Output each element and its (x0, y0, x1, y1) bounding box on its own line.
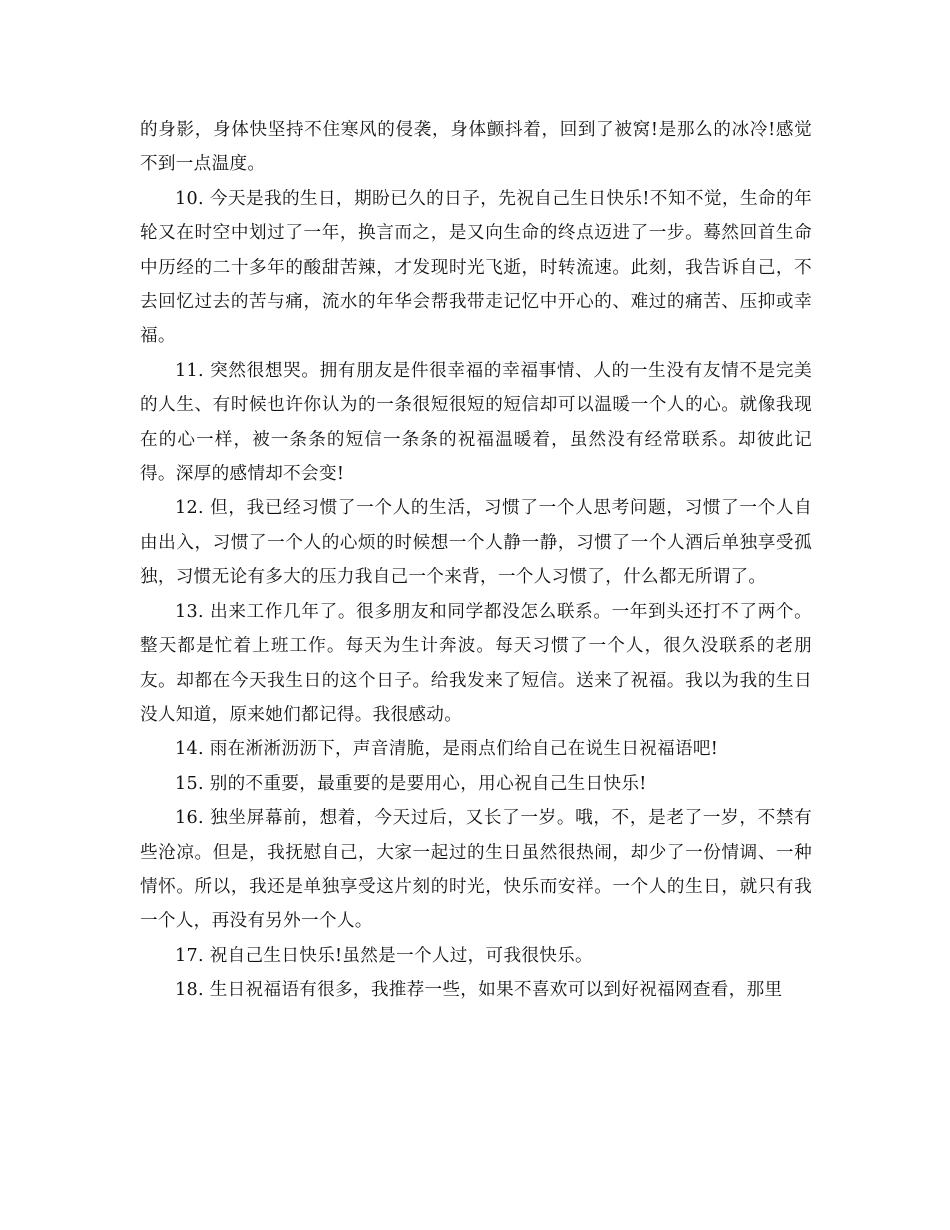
paragraph-item-12: 12. 但，我已经习惯了一个人的生活，习惯了一个人思考问题，习惯了一个人自由出入，习惯了一个人的心烦的时候想一个人静一静，习惯了一个人酒后单独享受孤独，习惯无论有多大的压力我自己一个来背，一个人习惯了，什么都无所谓了。 (140, 498, 812, 588)
paragraph-item-10: 10. 今天是我的生日，期盼已久的日子，先祝自己生日快乐!不知不觉，生命的年轮又在时空中划过了一年，换言而之，是又向生命的终点迈进了一步。蓦然回首生命中历经的二十多年的酸甜苦辣，才发现时光飞逝，时转流速。此刻，我告诉自己，不去回忆过去的苦与痛，流水的年华会帮我带走记忆中开心的、难过的痛苦、压抑或幸福。 (140, 188, 812, 347)
paragraph-item-17: 17. 祝自己生日快乐!虽然是一个人过，可我很快乐。 (175, 945, 593, 966)
paragraph-item-13: 13. 出来工作几年了。很多朋友和同学都没怎么联系。一年到头还打不了两个。整天都是忙着上班工作。每天为生计奔波。每天习惯了一个人，很久没联系的老朋友。却都在今天我生日的这个日子。给我发来了短信。送来了祝福。我以为我的生日没人知道，原来她们都记得。我很感动。 (140, 601, 812, 725)
paragraph-item-16: 16. 独坐屏幕前，想着，今天过后，又长了一岁。哦，不，是老了一岁，不禁有些沧凉。但是，我抚慰自己，大家一起过的生日虽然很热闹，却少了一份情调、一种情怀。所以，我还是单独享受这片刻的时光，快乐而安祥。一个人的生日，就只有我一个人，再没有另外一个人。 (140, 808, 812, 932)
paragraph-item-15: 15. 别的不重要，最重要的是要用心，用心祝自己生日快乐! (175, 773, 647, 794)
paragraph-item-18: 18. 生日祝福语有很多，我推荐一些，如果不喜欢可以到好祝福网查看，那里 (175, 980, 783, 1001)
paragraph-item-11: 11. 突然很想哭。拥有朋友是件很幸福的幸福事情、人的一生没有友情不是完美的人生、有时候也许你认为的一条很短很短的短信却可以温暖一个人的心。就像我现在的心一样，被一条条的短信一条条的祝福温暖着，虽然没有经常联系。却彼此记得。深厚的感情却不会变! (140, 360, 812, 485)
paragraph-continuation: 的身影，身体快坚持不住寒风的侵袭，身体颤抖着，回到了被窝!是那么的冰冷!感觉不到一点温度。 (140, 120, 812, 175)
document-body (140, 113, 812, 1008)
paragraph-item-14: 14. 雨在淅淅沥沥下，声音清脆，是雨点们给自己在说生日祝福语吧! (175, 739, 719, 760)
